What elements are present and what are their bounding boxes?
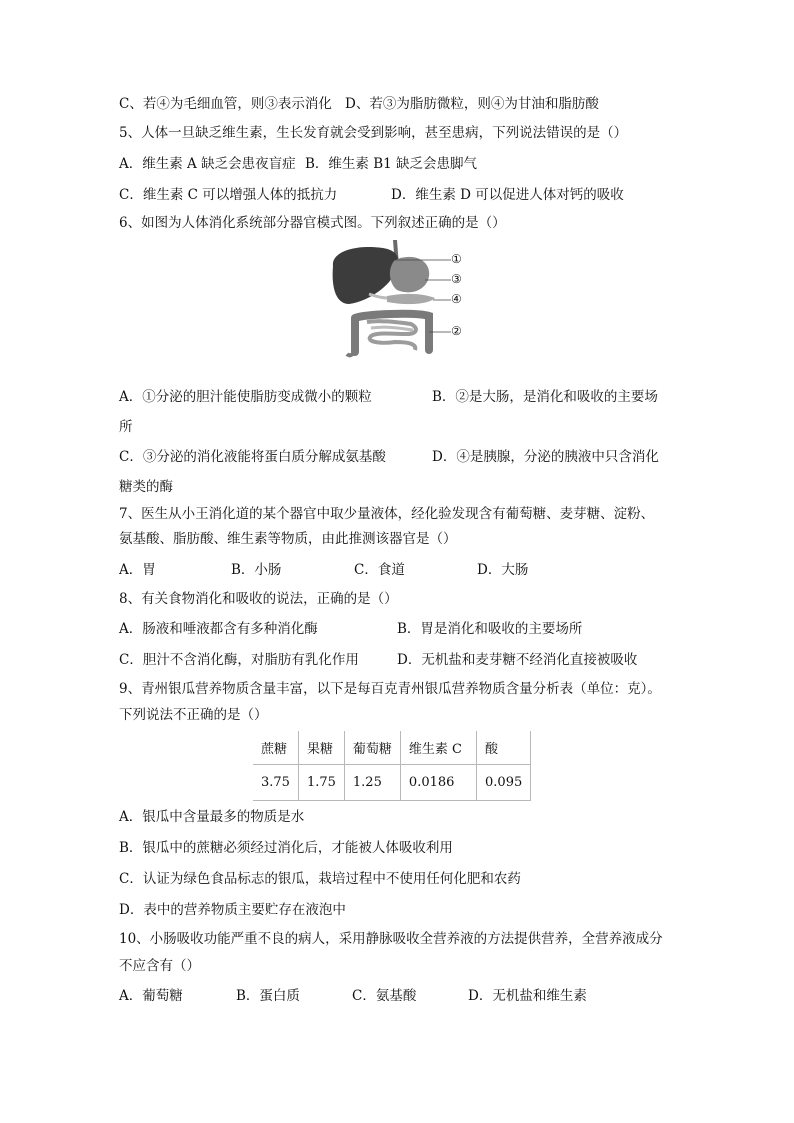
table-header-row	[253, 731, 531, 765]
q7-option-a: A．胃	[119, 562, 156, 578]
diagram-label-1: ①	[451, 252, 462, 266]
q7-option-d: D．大肠	[477, 562, 529, 578]
table-cell: 1.25	[344, 765, 400, 801]
q4-option-c: C、若④为毛细血管，则③表示消化	[119, 96, 332, 112]
q9-option-a: A．银瓜中含量最多的物质是水	[119, 809, 305, 825]
q6-option-b-line1: B．②是大肠，是消化和吸收的主要场	[432, 389, 658, 405]
q9-stem-line2: 下列说法不正确的是（）	[119, 707, 268, 723]
q5-option-c: C．维生素 C 可以增强人体的抵抗力	[119, 187, 338, 203]
q4-option-d: D、若③为脂肪微粒，则④为甘油和脂肪酸	[345, 96, 599, 112]
table-row	[253, 765, 531, 801]
q7-stem-line1: 7、医生从小王消化道的某个器官中取少量液体，经化验发现含有葡萄糖、麦芽糖、淀粉、	[119, 506, 655, 522]
table-header-cell: 果糖	[298, 731, 344, 765]
q9-option-d: D．表中的营养物质主要贮存在液泡中	[119, 902, 346, 918]
q6-stem: 6、如图为人体消化系统部分器官模式图。下列叙述正确的是（）	[119, 215, 506, 231]
q8-option-c: C．胆汁不含消化酶，对脂肪有乳化作用	[119, 652, 359, 668]
q9-option-c: C．认证为绿色食品标志的银瓜，栽培过程中不使用任何化肥和农药	[119, 871, 521, 887]
q5-option-b: B．维生素 B1 缺乏会患脚气	[305, 156, 478, 172]
nutrient-table	[253, 731, 531, 801]
q10-option-c: C．氨基酸	[352, 988, 417, 1004]
q7-option-b: B．小肠	[231, 562, 282, 578]
q9-stem-line1: 9、青州银瓜营养物质含量丰富，以下是每百克青州银瓜营养物质含量分析表（单位：克）。	[119, 681, 661, 697]
table-header-cell: 葡萄糖	[344, 731, 400, 765]
q6-option-b-line2: 所	[119, 419, 133, 435]
q5-option-d: D．维生素 D 可以促进人体对钙的吸收	[391, 187, 624, 203]
q5-stem: 5、人体一旦缺乏维生素，生长发育就会受到影响，甚至患病，下列说法错误的是（）	[119, 125, 628, 141]
q8-stem: 8、有关食物消化和吸收的说法，正确的是（）	[119, 591, 398, 607]
q10-stem-line1: 10、小肠吸收功能严重不良的病人，采用静脉吸收全营养液的方法提供营养，全营养液成分	[119, 931, 663, 947]
table-header-cell: 蔗糖	[253, 731, 298, 765]
q7-option-c: C．食道	[354, 562, 405, 578]
diagram-label-2: ②	[451, 324, 462, 338]
table-cell: 0.095	[477, 765, 531, 801]
q10-option-b: B．蛋白质	[236, 988, 300, 1004]
q7-stem-line2: 氨基酸、脂肪酸、维生素等物质，由此推测该器官是（）	[119, 531, 457, 547]
q8-option-b: B．胃是消化和吸收的主要场所	[397, 621, 583, 637]
diagram-label-3: ③	[451, 272, 462, 286]
q10-option-d: D．无机盐和维生素	[468, 988, 587, 1004]
q5-option-a: A．维生素 A 缺乏会患夜盲症	[119, 156, 296, 172]
table-cell: 0.0186	[400, 765, 476, 801]
table-cell: 3.75	[253, 765, 298, 801]
q6-option-d-line2: 糖类的酶	[119, 479, 173, 495]
q8-option-a: A．肠液和唾液都含有多种消化酶	[119, 621, 318, 637]
q8-option-d: D．无机盐和麦芽糖不经消化直接被吸收	[397, 652, 638, 668]
q10-stem-line2: 不应含有（）	[119, 958, 200, 974]
q10-option-a: A．葡萄糖	[119, 988, 183, 1004]
table-cell: 1.75	[298, 765, 344, 801]
q6-option-d-line1: D．④是胰腺，分泌的胰液中只含消化	[432, 449, 659, 465]
table-header-cell: 酸	[477, 731, 531, 765]
diagram-label-4: ④	[451, 292, 462, 306]
digestive-system-diagram	[325, 238, 475, 358]
q6-option-a: A．①分泌的胆汁能使脂肪变成微小的颗粒	[119, 389, 372, 405]
q6-option-c: C．③分泌的消化液能将蛋白质分解成氨基酸	[119, 449, 386, 465]
table-header-cell: 维生素 C	[400, 731, 476, 765]
q9-option-b: B．银瓜中的蔗糖必须经过消化后，才能被人体吸收利用	[119, 840, 453, 856]
